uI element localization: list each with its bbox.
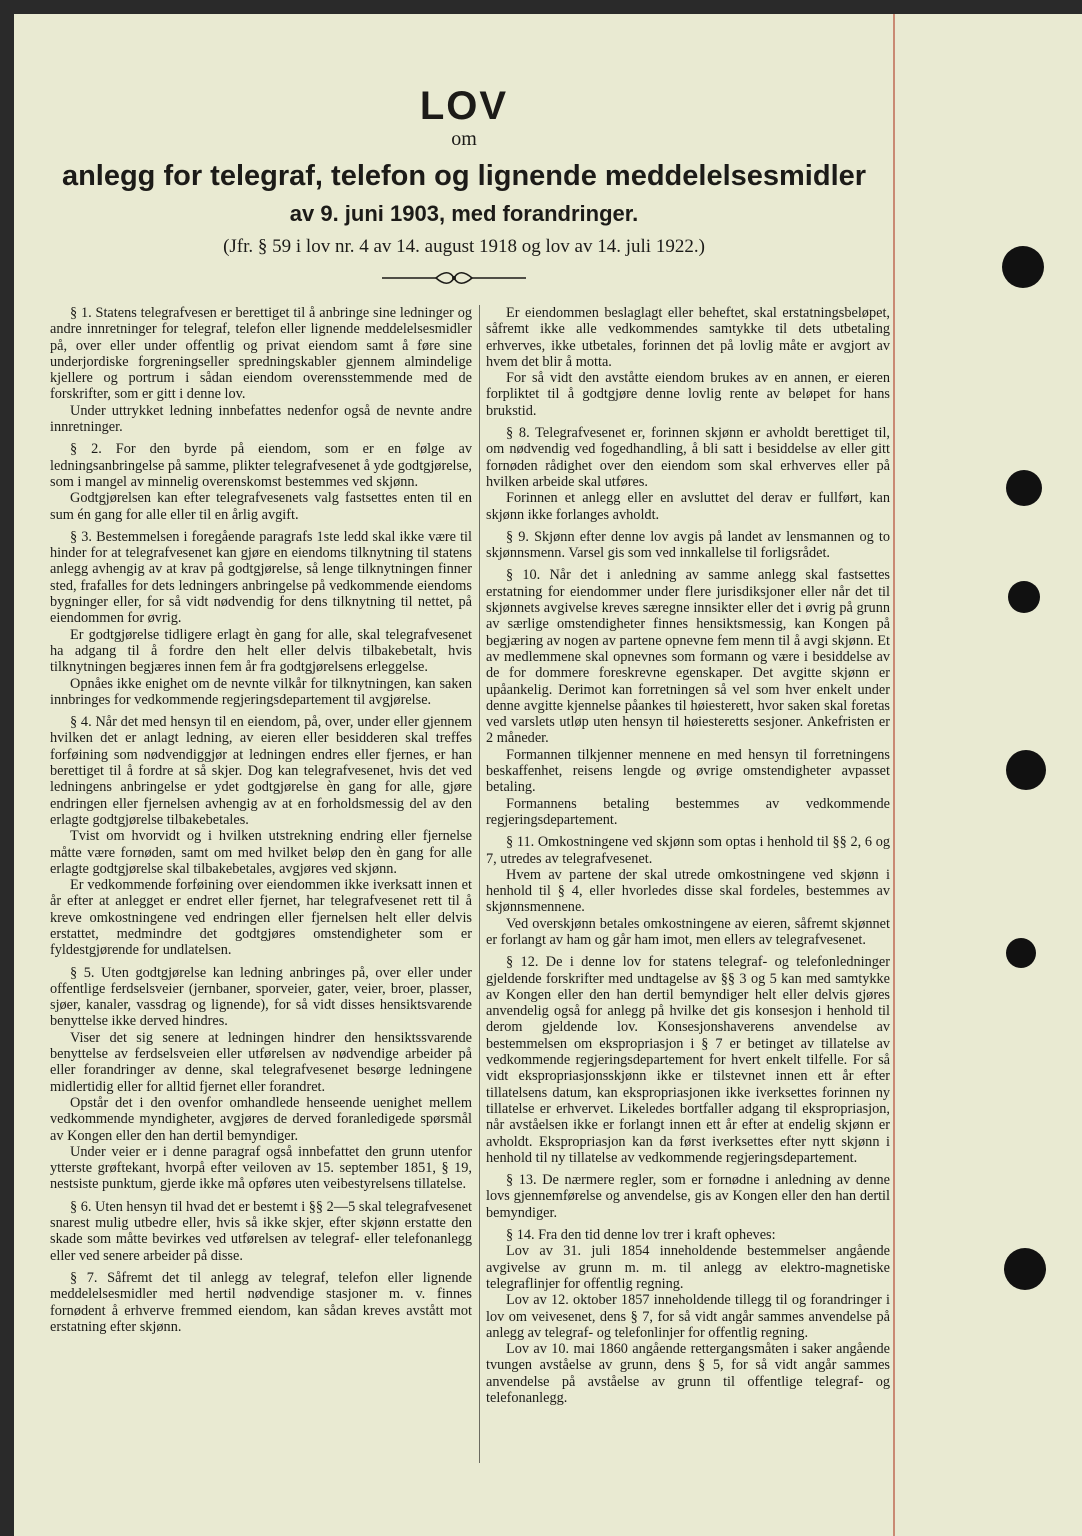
law-reference: (Jfr. § 59 i lov nr. 4 av 14. august 1918 og lov av 14. juli 1922.) xyxy=(223,236,705,257)
paragraph: Ved overskjønn betales omkostningene av eieren, såfremt skjønnet er forlangt av ham og går ham imot, men ellers av telegrafvesenet. xyxy=(486,915,890,948)
binder-hole xyxy=(1002,246,1044,288)
paragraph: § 10. Når det i anledning av samme anlegg skal fastsettes erstatning for eiendommer under flere jurisdiksjoner eller når det til skjønnets avgivelse kreves særegne innsikter eller det i øvrig på grunn av særlige omstendigheter finnes hensiktsmessig, kan Kongen på begjæring av nogen av partene opnevne fem menn til å avgi skjønn. Et av medlemmene skal opnevnes som formann og være i besiddelse av de for dommere foreskrevne egenskaper. Det avgitte skjønn er upåankelig. Derimot kan forretningen så vel som hver enkelt under denne avgitte kjennelse påankes til høiesterett, hvor saken skal foretas ved varslets utløp uten hensyn til høiesteretts sesjoner. Ankefristen er 2 måneder. xyxy=(486,567,890,747)
law-subject: anlegg for telegraf, telefon og lignende meddelelsesmidler xyxy=(61,160,867,192)
paragraph: § 11. Omkostningene ved skjønn som optas i henhold til §§ 2, 6 og 7, utredes av telegrafvesenet. xyxy=(486,834,890,867)
binder-hole xyxy=(1004,1248,1046,1290)
paragraph: § 7. Såfremt det til anlegg av telegraf, telefon eller lignende meddelelsesmidler med hertil nødvendige stasjoner m. v. finnes fornødent å erhverve fremmed eiendom, kan sådan kreves avstått mot erstatning efter skjønn. xyxy=(50,1269,472,1335)
paragraph: Under veier er i denne paragraf også innbefattet den grunn utenfor ytterste grøftekant, hvorpå efter veiloven av 15. september 1851, § 19, nestsiste punktum, gjerde ikke må opføres uten veibestyrelsens tillatelse. xyxy=(50,1143,472,1193)
paragraph: § 12. De i denne lov for statens telegraf- og telefonledninger gjeldende forskrifter med undtagelse av §§ 3 og 5 kan med samtykke av Kongen eller den han dertil bemyndiger helt eller delvis gjøres anvendelig også for anlegg på hvilke det gis konsesjon i henhold til derom gjeldende lov. Konsesjonshaverens anvendelse av bestemmelsen om ekspropriasjon i § 7 er betinget av tillatelse av vedkommende regjeringsdepartement for hvert enkelt tilfelle. For så vidt ekspropriasjonsskjønn ikke er tilstevnet innen ett år efter tillatelsens datum, kan ekspropriasjonen ikke iverksettes forinnen ny tillatelse er erhvervet. Likeledes bortfaller adgang til ekspropriasjon, når avståelsen ikke er forlangt innen ett år efter at endelig skjønn er avholdt. Ekspropriasjon kan da først iverksettes efter nytt skjønn i henhold til ny tillatelse av vedkommende regjeringsdepartement. xyxy=(486,954,890,1166)
law-title: LOV xyxy=(419,84,509,128)
paragraph: Opstår det i den ovenfor omhandlede henseende uenighet mellem vedkommende myndigheter, avgjøres de derved foranledigede spørsmål av Kongen eller den han dertil bemyndiger. xyxy=(50,1094,472,1144)
paragraph: Formannens betaling bestemmes av vedkommende regjeringsdepartement. xyxy=(486,795,890,828)
paragraph: Tvist om hvorvidt og i hvilken utstrekning endring eller fjernelse måtte være fornøden, samt om med hvilket beløp den èn gang for alle erlagte godtgjørelse skal tilbakebetales, avgjøres ved skjønn. xyxy=(50,828,472,877)
ornament-divider xyxy=(374,270,534,286)
paragraph: § 2. For den byrde på eiendom, som er en følge av ledningsanbringelse på samme, plikter telegrafvesenet å yde godtgjørelse, som i mangel av minnelig overenskomst bestemmes ved skjønn. xyxy=(50,441,473,490)
paragraph: § 4. Når det med hensyn til en eiendom, på, over, under eller gjennem hvilken det er anlagt ledning, av eieren eller besidderen skal treffes forføining som nødvendiggjør at ledningen endres eller fjernes, er han berettiget til å fordre at så skjer. Dog kan telegrafvesenet, hvis det ved ledningens anbringelse er ydet godtgjørelse èn gang for alle, gjøre endringen eller fjernelsen avhengig av at en forholdsmessig del av den erlagte godtgjørelse tilbakebetales. xyxy=(50,714,472,828)
paragraph: Opnåes ikke enighet om de nevnte vilkår for tilknytningen, kan saken innbringes for vedkommende regjeringsdepartement til avgjørelse. xyxy=(50,675,472,708)
paragraph: Godtgjørelsen kan efter telegrafvesenets valg fastsettes enten til en sum én gang for alle eller til en årlig avgift. xyxy=(50,490,472,523)
paragraph: § 1. Statens telegrafvesen er berettiget til å anbringe sine ledninger og andre innretninger for telegraf, telefon eller lignende meddelelsesmidler på, over eller under offentlig og privat eiendom samt å føre sine underjordiske forgreningseller spredningskabler gjennem almindelige kjellere og portrum i sådan eiendom overensstemmende med de forskrifter, som er gitt i denne lov. xyxy=(50,305,472,403)
paragraph: § 13. De nærmere regler, som er fornødne i anledning av denne lovs gjennemførelse og anvendelse, gis av Kongen eller den han dertil bemyndiger. xyxy=(486,1172,890,1221)
column-divider xyxy=(479,305,480,1463)
binder-hole xyxy=(1006,938,1036,968)
law-date: av 9. juni 1903, med forandringer. xyxy=(289,201,639,226)
paragraph: Er godtgjørelse tidligere erlagt èn gang for alle, skal telegrafvesenet ha adgang til å fordre den helt eller delvis tilbakebetalt, hvis tilknytningen begjæres innen fem år fra godtgjørelsens erleggelse. xyxy=(50,626,472,676)
paragraph: For så vidt den avståtte eiendom brukes av en annen, er eieren forpliktet til å godtgjøre denne lovlig rente av beløpet for hans brukstid. xyxy=(486,370,890,419)
binder-hole xyxy=(1008,581,1040,613)
paragraph: Forinnen et anlegg eller en avsluttet del derav er fullført, kan skjønn ikke forlanges avholdt. xyxy=(486,490,890,523)
document-page xyxy=(14,14,1082,1536)
paragraph: Formannen tilkjenner mennene en med hensyn til forretningens beskaffenhet, reisens lengde og øvrige omstendigheter avpasset betaling. xyxy=(486,746,890,796)
right-column xyxy=(486,305,890,1406)
binder-hole xyxy=(1006,470,1042,506)
paragraph: § 5. Uten godtgjørelse kan ledning anbringes på, over eller under offentlige ferdselsveier (jernbaner, sporveier, gater, veier, broer, plasser, sjøer, kanaler, vassdrag og lignende), for så vidt disses hensiktsvarende benyttelse ikke derved hindres. xyxy=(50,964,472,1030)
paragraph: § 6. Uten hensyn til hvad det er bestemt i §§ 2—5 skal telegrafvesenet snarest mulig utbedre eller, hvis så ikke skjer, efter skjønn erstatte den skade som måtte bevirkes ved utførelsen av telegraf- eller telefonanlegg eller ved senere arbeider på disse. xyxy=(50,1198,472,1264)
paragraph: Lov av 31. juli 1854 inneholdende bestemmelser angående avgivelse av grunn m. m. til anlegg av elektro-magnetiske telegraflinjer for offentlig regning. xyxy=(486,1243,890,1292)
paragraph: § 14. Fra den tid denne lov trer i kraft opheves: xyxy=(506,1227,776,1244)
paragraph: Viser det sig senere at ledningen hindrer den hensiktssvarende benyttelse av ferdselsveien eller utførelsen av nødvendige arbeider på eller forandringer av denne, skal telegrafvesenet besørge ledningene midlertidig eller for alltid fjernet eller forandret. xyxy=(50,1029,472,1095)
paragraph: Hvem av partene der skal utrede omkostningene ved skjønn i henhold til § 4, eller hvorledes disse skal fordeles, bestemmes av skjønnsmennene. xyxy=(486,866,890,916)
paragraph: Er eiendommen beslaglagt eller beheftet, skal erstatningsbeløpet, såfremt ikke alle vedkommendes samtykke til dets utbetaling erhverves, ikke utbetales, forinnen det på lovlig måte er avgjort av hvem det blir å motta. xyxy=(486,305,890,370)
paragraph: Under uttrykket ledning innbefattes nedenfor også de nevnte andre innretninger. xyxy=(50,402,472,436)
binder-hole xyxy=(1006,750,1046,790)
left-column xyxy=(50,305,472,1335)
paragraph: § 9. Skjønn efter denne lov avgis på landet av lensmannen og to skjønnsmenn. Varsel gis som ved innkallelse til forligsrådet. xyxy=(486,528,890,562)
paragraph: Er vedkommende forføining over eiendommen ikke iverksatt innen et år efter at anlegget er endret eller fjernet, har telegrafvesenet rett til å kreve omkostningene ved endringen eller fjernelsen helt eller delvis erstattet, medmindre det godtgjøres omstendigheter som er fyldestgjørende for undlatelsen. xyxy=(50,877,472,959)
paragraph: § 3. Bestemmelsen i foregående paragrafs 1ste ledd skal ikke være til hinder for at telegrafvesenet kan gjøre en eiendoms tilknytning til statens anlegg avhengig av at krav på godtgjørelse, så lenge tilknytningen finner sted, frafalles for dets ledningers anbringelse på vedkommende eiendoms bygninger eller, for så vidt nødvendig for dens tilknytning til nettet, på eiendommen for øvrig. xyxy=(50,528,472,627)
paragraph: Lov av 10. mai 1860 angående rettergangsmåten i saker angående tvungen avståelse av grunn, dens § 5, for så vidt angår sammes anvendelse på avståelse av grunn til offentlige telegraf- og telefonanlegg. xyxy=(486,1341,890,1406)
title-connector: om xyxy=(451,128,477,150)
paragraph: § 8. Telegrafvesenet er, forinnen skjønn er avholdt berettiget til, om nødvendig ved fogedhandling, å bli satt i besiddelse av eller gitt fornøden rådighet over den eiendom som skal erhverves eller på hvilken arbeide skal utføres. xyxy=(486,425,890,490)
paragraph: Lov av 12. oktober 1857 inneholdende tillegg til og forandringer i lov om veivesenet, dens § 7, for så vidt angår sammes anvendelse på anlegg av telegraf- og telefonlinjer for offentlig regning. xyxy=(486,1292,890,1341)
